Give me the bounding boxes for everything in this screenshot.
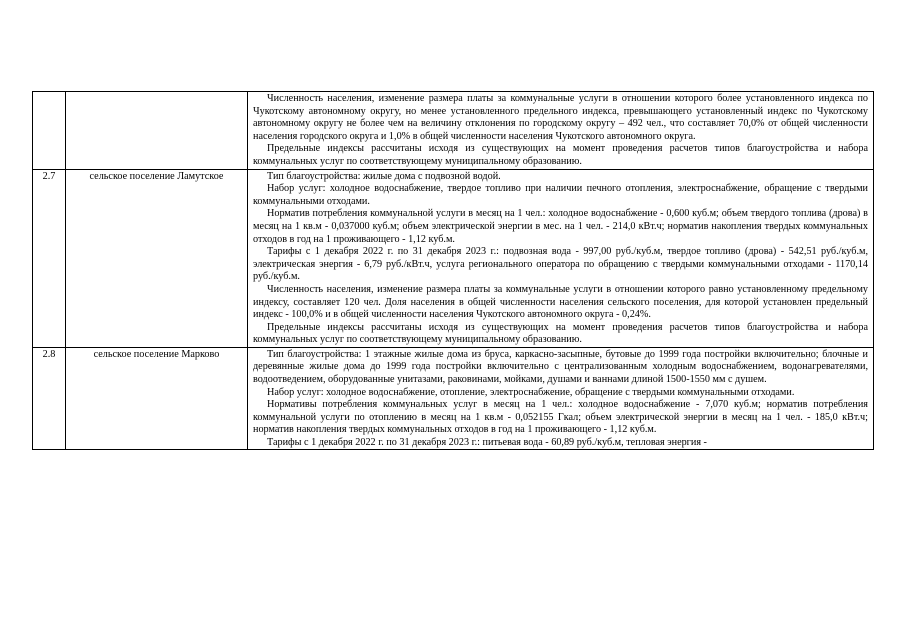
paragraph: Нормативы потребления коммунальных услуг в месяц на 1 чел.: холодное водоснабжение - 7,070 куб.м; норматив потребления коммунальной услуги по отоплению в месяц на 1 кв.м - 0,052155 Гкал; объем электрической энергии в месяц на 1 чел. - 185,0 кВт.ч; норматив накопления твердых коммунальных отходов в год на 1 проживающего - 1,12 куб.м. xyxy=(253,399,868,436)
paragraph: Норматив потребления коммунальной услуги в месяц на 1 чел.: холодное водоснабжение - 0,600 куб.м; объем твердого топлива (дрова) в месяц на 1 кв.м - 0,037000 куб.м; объем электрической энергии в мес. на 1 чел. - 214,0 кВт.ч; норматив накопления твердых коммунальных отходов в год на 1 проживающего - 1,12 куб.м. xyxy=(253,208,868,245)
settlement-name: сельское поселение Марково xyxy=(66,347,248,449)
row-description xyxy=(248,92,874,170)
table-row xyxy=(33,347,874,449)
paragraph: Набор услуг: холодное водоснабжение, отопление, электроснабжение, обращение с твердыми коммунальными отходами. xyxy=(267,386,795,398)
paragraph: Предельные индексы рассчитаны исходя из существующих на момент проведения расчетов типов благоустройства и набора коммунальных услуг по соответствующему муниципальному образованию. xyxy=(253,143,868,167)
row-number: 2.7 xyxy=(33,169,66,347)
paragraph: Тип благоустройства: 1 этажные жилые дома из бруса, каркасно-засыпные, бутовые до 1999 года постройки включительно; блочные и деревянные жилые дома до 1999 года постройки включительно с централизованным холодным водоснабжением, водонагревателями, водоотведением, оборудованные унитазами, раковинами, мойками, душами и ваннами длиной 1500-1550 мм с душем. xyxy=(253,348,868,386)
table-row xyxy=(33,169,874,347)
paragraph: Набор услуг: холодное водоснабжение, твердое топливо при наличии печного отопления, электроснабжение, обращение с твердыми коммунальными отходами. xyxy=(253,183,868,207)
row-number xyxy=(33,92,66,170)
settlement-name: сельское поселение Ламутское xyxy=(66,169,248,347)
row-number: 2.8 xyxy=(33,347,66,449)
document-page xyxy=(32,91,873,450)
row-description xyxy=(248,347,874,449)
paragraph: Численность населения, изменение размера платы за коммунальные услуги в отношении которого равно установленному предельному индексу, составляет 120 чел. Доля населения в общей численности населения сельского поселения, для которой установлен предельный индекс - 100,0% и в общей численности населения Чукотского автономного округа - 0,24%. xyxy=(253,283,868,321)
paragraph: Тарифы с 1 декабря 2022 г. по 31 декабря 2023 г.: питьевая вода - 60,89 руб./куб.м, тепловая энергия - xyxy=(267,437,707,449)
tariff-table xyxy=(32,91,874,450)
paragraph: Предельные индексы рассчитаны исходя из существующих на момент проведения расчетов типов благоустройства и набора коммунальных услуг по соответствующему муниципальному образованию. xyxy=(253,321,868,346)
paragraph: Численность населения, изменение размера платы за коммунальные услуги в отношении которого более установленного индекса по Чукотскому автономному округу, но менее установленного предельного индекса, превышающего установленный индекс по Чукотскому автономному округу не более чем на величину отклонения по городскому округу – 492 чел., что составляет 70,0% от общей численности населения городского округа и 1,0% в общей численности населения Чукотского автономного округа. xyxy=(253,93,868,142)
table-row xyxy=(33,92,874,170)
settlement-name xyxy=(66,92,248,170)
paragraph: Тип благоустройства: жилые дома с подвозной водой. xyxy=(267,170,501,182)
row-description xyxy=(248,169,874,347)
paragraph: Тарифы с 1 декабря 2022 г. по 31 декабря 2023 г.: подвозная вода - 997,00 руб./куб.м, твердое топливо (дрова) - 542,51 руб./куб.м, электрическая энергия - 6,79 руб./кВт.ч, услуга регионального оператора по обращению с твердыми коммунальными отходами - 1170,14 руб./куб.м. xyxy=(253,246,868,283)
